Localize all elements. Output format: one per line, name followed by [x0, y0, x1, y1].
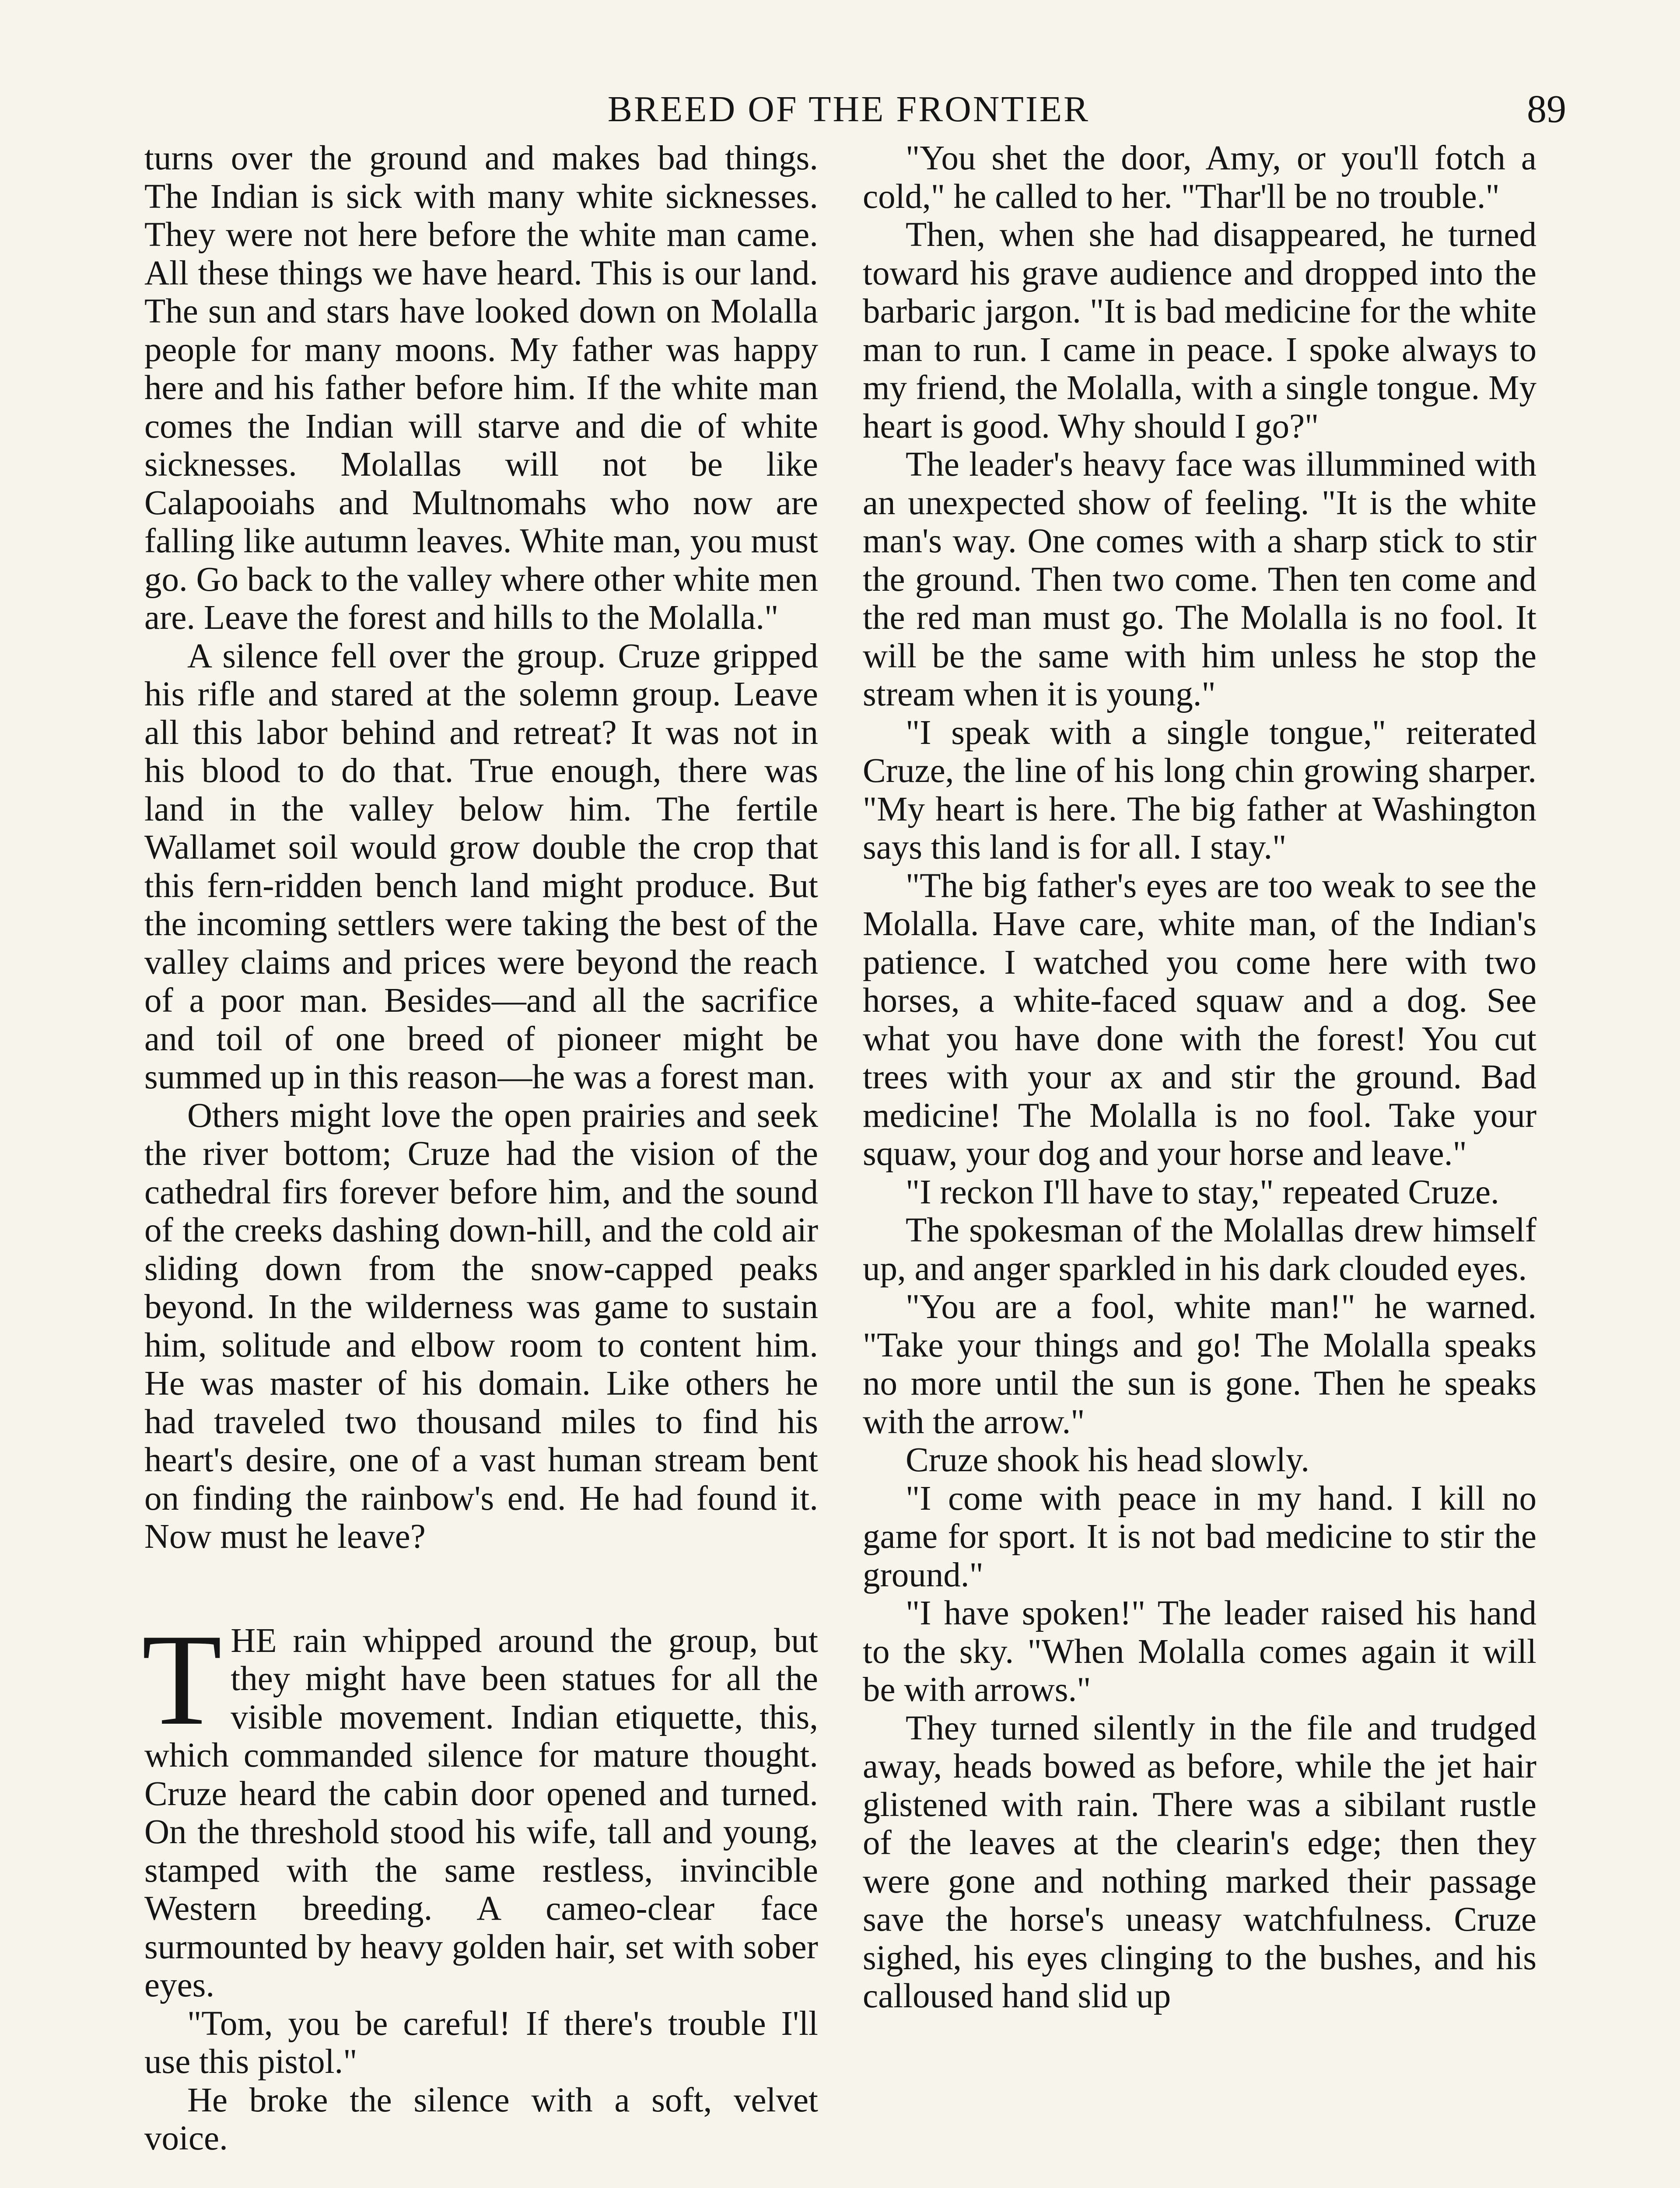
paragraph: Then, when she had disappeared, he turned toward his grave audience and dropped into the barbaric jargon. "It is bad medicine for the white man to run. I came in peace. I spoke always to my friend, the Molalla, with a single tongue. My heart is good. Why should I go?": [863, 216, 1536, 445]
paragraph: He broke the silence with a soft, velvet voice.: [144, 2081, 818, 2157]
running-head: BREED OF THE FRONTIER: [607, 89, 1090, 130]
paragraph: Others might love the open prairies and seek the river bottom; Cruze had the vision of the cathedral firs forever before him, and the sound of the creeks dashing down-hill, and the cold air sliding down from the snow-capped peaks beyond. In the wilderness was game to sustain him, solitude and elbow room to content him. He was master of his domain. Like others he had traveled two thousand miles to find his heart's desire, one of a vast human stream bent on finding the rainbow's end. He had found it. Now must he leave?: [144, 1096, 818, 1556]
section-break: [144, 1556, 818, 1622]
page-number: 89: [1527, 88, 1566, 131]
paragraph: "Tom, you be careful! If there's trouble I'll use this pistol.": [144, 2004, 818, 2081]
paragraph: Cruze shook his head slowly.: [906, 1441, 1310, 1479]
drop-cap: T: [142, 1606, 222, 1752]
dropcap-paragraph: [142, 1606, 818, 2005]
paragraph-text: HE rain whipped around the group, but they might have been statues for all the visible movement. Indian etiquette, this, which commanded silence for mature thought. Cruze heard the cabin door opened and turned. On the threshold stood his wife, tall and young, stamped with the same restless, invincible Western breeding. A cameo-clear face surmounted by heavy golden hair, set with sober eyes.: [144, 1621, 818, 2004]
paragraph: "I speak with a single tongue," reiterated Cruze, the line of his long chin growing sharper. "My heart is here. The big father at Washington says this land is for all. I stay.": [863, 713, 1536, 866]
paragraph: "I have spoken!" The leader raised his hand to the sky. "When Molalla comes again it will be with arrows.": [863, 1594, 1536, 1709]
left-column: [144, 139, 818, 2158]
paragraph: turns over the ground and makes bad things. The Indian is sick with many white sicknesses. They were not here before the white man came. All these things we have heard. This is our land. The sun and stars have looked down on Molalla people for many moons. My father was happy here and his father before him. If the white man comes the Indian will starve and die of white sicknesses. Molallas will not be like Calapooiahs and Multnomahs who now are falling like autumn leaves. White man, you must go. Go back to the valley where other white men are. Leave the forest and hills to the Molalla.": [144, 139, 818, 637]
paragraph: A silence fell over the group. Cruze gripped his rifle and stared at the solemn group. Leave all this labor behind and retreat? It was not in his blood to do that. True enough, there was land in the valley below him. The fertile Wallamet soil would grow double the crop that this fern-ridden bench land might produce. But the incoming settlers were taking the best of the valley claims and prices were beyond the reach of a poor man. Besides—and all the sacrifice and toil of one breed of pioneer might be summed up in this reason—he was a forest man.: [144, 637, 818, 1096]
paragraph: "I come with peace in my hand. I kill no game for sport. It is not bad medicine to stir the ground.": [863, 1479, 1536, 1594]
page-header: [131, 83, 1566, 140]
paragraph: "You shet the door, Amy, or you'll fotch a cold," he called to her. "Thar'll be no trouble.": [863, 139, 1536, 216]
right-column: [863, 139, 1536, 2016]
paragraph: "You are a fool, white man!" he warned. "Take your things and go! The Molalla speaks no more until the sun is gone. Then he speaks with the arrow.": [863, 1288, 1536, 1441]
paragraph: "I reckon I'll have to stay," repeated Cruze.: [906, 1173, 1499, 1211]
paragraph: The leader's heavy face was illummined with an unexpected show of feeling. "It is the white man's way. One comes with a sharp stick to stir the ground. Then two come. Then ten come and the red man must go. The Molalla is no fool. It will be the same with him unless he stop the stream when it is young.": [863, 445, 1536, 713]
paragraph: "The big father's eyes are too weak to see the Molalla. Have care, white man, of the Indian's patience. I watched you come here with two horses, a white-faced squaw and a dog. See what you have done with the forest! You cut trees with your ax and stir the ground. Bad medicine! The Molalla is no fool. Take your squaw, your dog and your horse and leave.": [863, 866, 1536, 1173]
paragraph: They turned silently in the file and trudged away, heads bowed as before, while the jet hair glistened with rain. There was a sibilant rustle of the leaves at the clearin's edge; then they were gone and nothing marked their passage save the horse's uneasy watchfulness. Cruze sighed, his eyes clinging to the bushes, and his calloused hand slid up: [863, 1709, 1536, 2015]
paragraph: The spokesman of the Molallas drew himself up, and anger sparkled in his dark clouded eyes.: [863, 1211, 1536, 1288]
